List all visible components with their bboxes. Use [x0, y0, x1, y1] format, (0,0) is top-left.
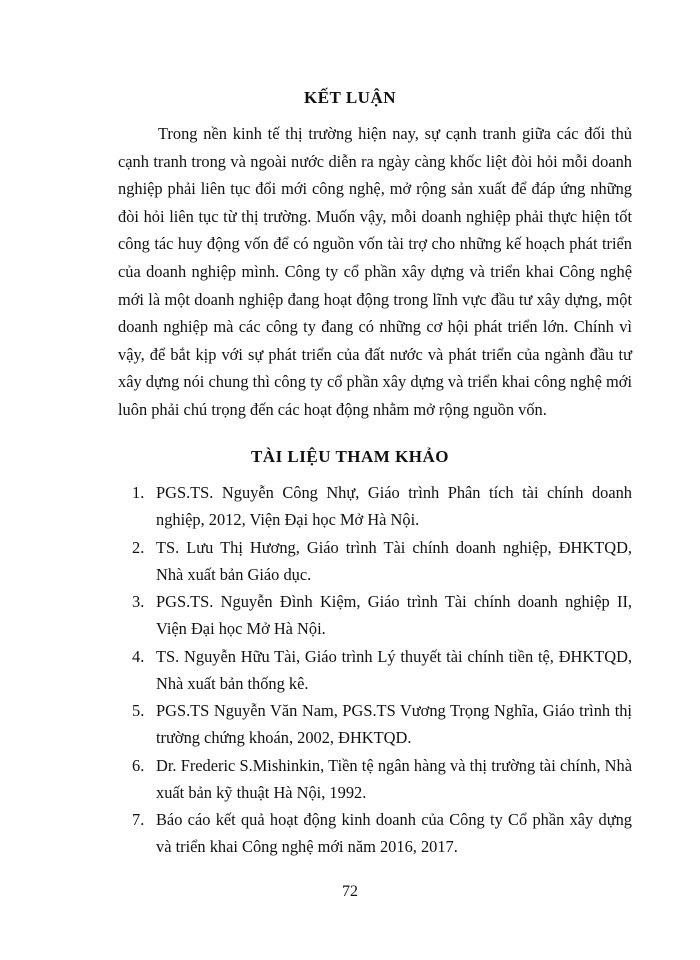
reference-text: PGS.TS. Nguyễn Công Nhự, Giáo trình Phân tích tài chính doanh nghiệp, 2012, Viện Đại học Mở Hà Nội.: [156, 483, 632, 530]
reference-text: TS. Lưu Thị Hương, Giáo trình Tài chính doanh nghiệp, ĐHKTQD, Nhà xuất bản Giáo dục.: [156, 537, 632, 584]
reference-item: [118, 588, 632, 643]
reference-number: 4.: [132, 646, 145, 666]
reference-text: PGS.TS. Nguyễn Đình Kiệm, Giáo trình Tài chính doanh nghiệp II, Viện Đại học Mở Hà Nội.: [156, 592, 632, 639]
reference-number: 7.: [132, 810, 145, 829]
reference-number: 2.: [132, 537, 145, 557]
reference-item: [118, 643, 632, 698]
reference-item: [118, 806, 632, 861]
references-heading: TÀI LIỆU THAM KHẢO: [250, 447, 450, 466]
reference-number: 3.: [132, 592, 145, 611]
reference-number: 6.: [132, 755, 145, 775]
page-number: 72: [342, 883, 358, 900]
reference-item: [118, 534, 632, 589]
reference-item: [118, 752, 632, 807]
reference-text: Báo cáo kết quả hoạt động kinh doanh của Công ty Cổ phần xây dựng và triển khai Công nghệ mới năm 2016, 2017.: [156, 810, 632, 857]
reference-number: 1.: [132, 483, 145, 502]
reference-number: 5.: [132, 701, 145, 720]
reference-item: [118, 697, 632, 752]
references-list: [118, 479, 632, 861]
conclusion-paragraph: Trong nền kinh tế thị trường hiện nay, sự cạnh tranh giữa các đối thủ cạnh tranh trong và ngoài nước diễn ra ngày càng khốc liệt đòi hỏi mỗi doanh nghiệp phải liên tục đổi mới công nghệ, mở rộng sản xuất để đáp ứng những đòi hỏi liên tục từ thị trường. Muốn vậy, mỗi doanh nghiệp phải thực hiện tốt công tác huy động vốn để có nguồn vốn tài trợ cho những kế hoạch phát triển của doanh nghiệp mình. Công ty cổ phần xây dựng và triển khai Công nghệ mới là một doanh nghiệp đang hoạt động trong lĩnh vực đầu tư xây dựng, một doanh nghiệp mà các công ty đang có những cơ hội phát triển lớn. Chính vì vậy, để bắt kịp với sự phát triển của đất nước và phát triển của ngành đầu tư xây dựng nói chung thì công ty cổ phần xây dựng và triển khai công nghệ mới luôn phải chú trọng đến các hoạt động nhằm mở rộng nguồn vốn.: [118, 124, 632, 419]
reference-text: PGS.TS Nguyễn Văn Nam, PGS.TS Vương Trọng Nghĩa, Giáo trình thị trường chứng khoán, 2002, ĐHKTQD.: [156, 701, 632, 748]
reference-text: TS. Nguyễn Hữu Tài, Giáo trình Lý thuyết tài chính tiền tệ, ĐHKTQD, Nhà xuất bản thống kê.: [156, 646, 632, 693]
reference-item: [118, 479, 632, 534]
conclusion-heading: KẾT LUẬN: [303, 88, 396, 107]
reference-text: Dr. Frederic S.Mishinkin, Tiền tệ ngân hàng và thị trường tài chính, Nhà xuất bản kỹ thuật Hà Nội, 1992.: [156, 755, 632, 802]
